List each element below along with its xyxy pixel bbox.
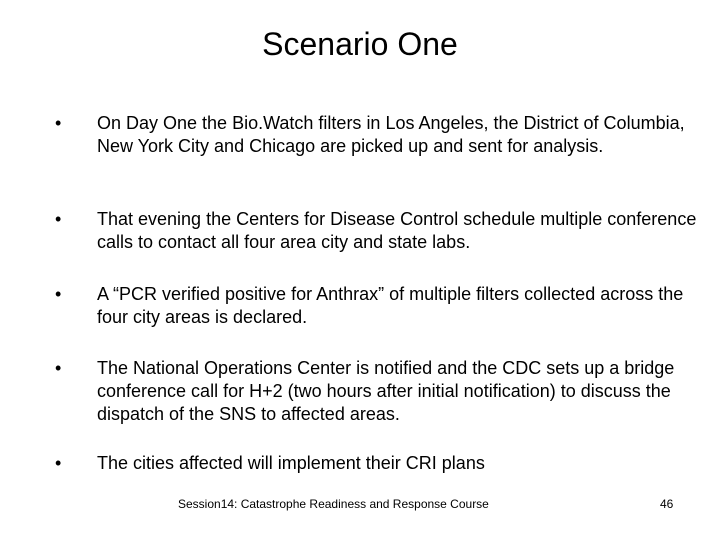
bullet-marker: • [55,113,62,133]
bullet-text: That evening the Centers for Disease Control schedule multiple conference calls to contact all four area city and state labs. [97,209,697,252]
bullet-text: A “PCR verified positive for Anthrax” of multiple filters collected across the four city areas is declared. [97,284,684,327]
bullet-marker: • [55,453,62,473]
bullet-marker: • [55,209,62,229]
bullet-text: The cities affected will implement their CRI plans [97,453,485,473]
footer-course-name: Session14: Catastrophe Readiness and Response Course [178,497,489,511]
slide-title: Scenario One [262,26,458,62]
bullet-text: The National Operations Center is notified and the CDC sets up a bridge conference call for H+2 (two hours after initial notification) to discuss the dispatch of the SNS to affected areas. [97,358,675,424]
page-number: 46 [660,497,674,511]
bullet-text: On Day One the Bio.Watch filters in Los Angeles, the District of Columbia, New York City and Chicago are picked up and sent for analysis. [97,113,685,156]
bullet-marker: • [55,284,62,304]
bullet-marker: • [55,358,62,378]
